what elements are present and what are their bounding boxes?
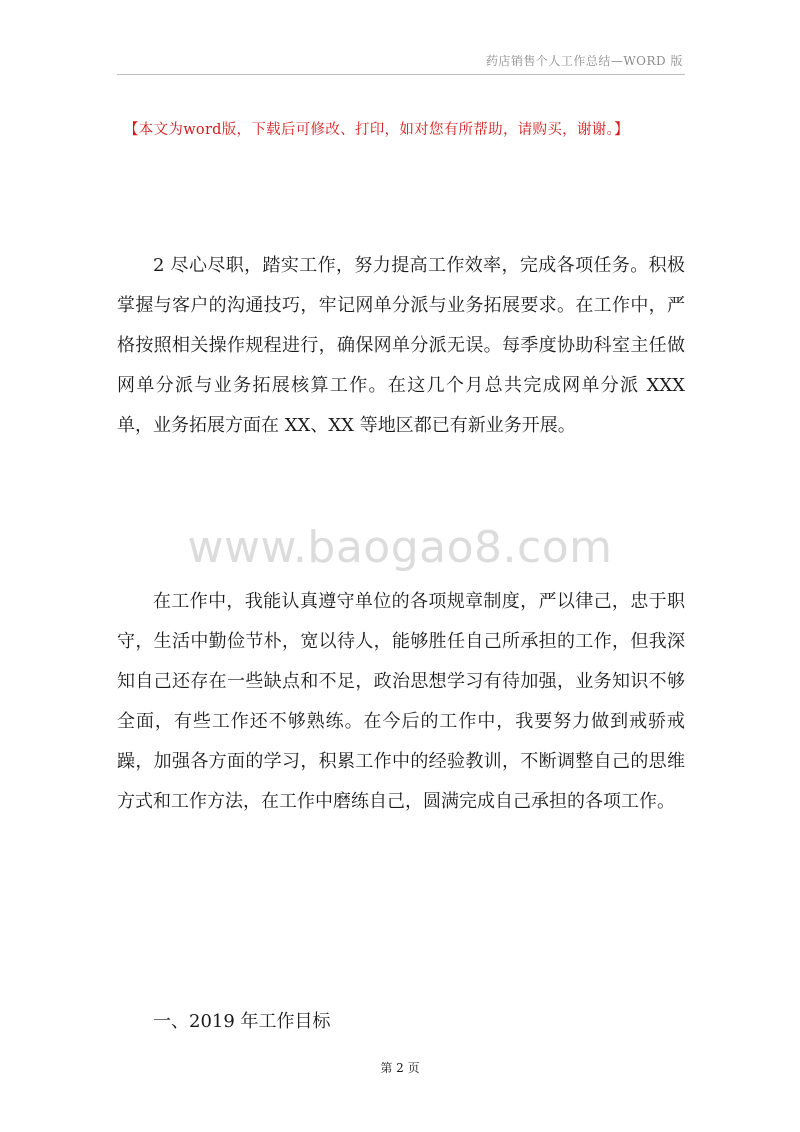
body-paragraph-1: 2 尽心尽职，踏实工作，努力提高工作效率，完成各项任务。积极掌握与客户的沟通技巧，牢记网单分派与业务拓展要求。在工作中，严格按照相关操作规程进行，确保网单分派无误。每季度协助科室主任做网单分派与业务拓展核算工作。在这几个月总共完成网单分派 XXX 单，业务拓展方面在 XX、XX 等地区都已有新业务开展。	[117, 255, 685, 436]
site-watermark: www.baogao8.com	[187, 522, 613, 573]
header-divider	[117, 74, 685, 75]
document-header-title: 药店销售个人工作总结—WORD 版	[485, 54, 683, 68]
body-paragraph-2: 在工作中，我能认真遵守单位的各项规章制度，严以律己，忠于职守，生活中勤俭节朴，宽以待人，能够胜任自己所承担的工作，但我深知自己还存在一些缺点和不足，政治思想学习有待加强，业务知识不够全面，有些工作还不够熟练。在今后的工作中，我要努力做到戒骄戒躁，加强各方面的学习，积累工作中的经验教训，不断调整自己的思维方式和工作方法，在工作中磨练自己，圆满完成自己承担的各项工作。	[117, 591, 685, 812]
page-number: 第 2 页	[380, 1061, 420, 1075]
purchase-notice: 【本文为word版，下载后可修改、打印，如对您有所帮助，请购买，谢谢。】	[124, 122, 629, 138]
section-heading: 一、2019 年工作目标	[153, 1011, 331, 1032]
